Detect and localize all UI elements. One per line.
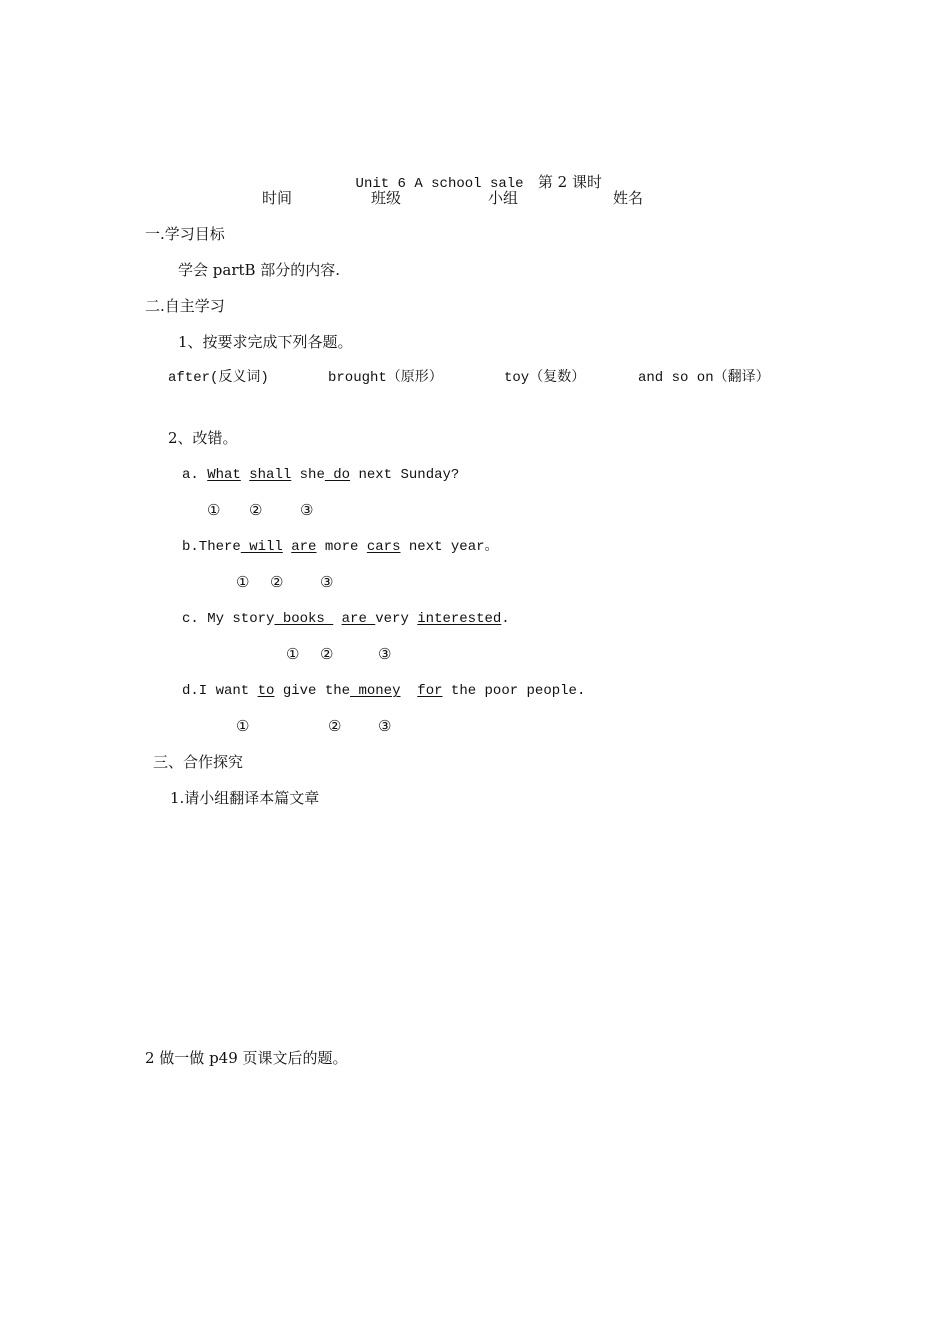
task2-label: 2、改错。	[168, 429, 238, 447]
sentence-text	[283, 539, 291, 555]
sentence-c-mark-3: ③	[378, 645, 392, 663]
sentence-text: next Sunday?	[350, 467, 460, 483]
sentence-text: more	[316, 539, 367, 555]
sentence-d-mark-1: ①	[236, 717, 250, 735]
field-group-label: 小组	[488, 189, 519, 207]
sentence-text: a.	[182, 467, 208, 483]
title-lesson: 第 2 课时	[537, 173, 602, 191]
error-part-3: cars	[366, 539, 401, 555]
sentence-text: b.There	[182, 539, 241, 555]
task1-item-brought: brought（原形）	[328, 370, 443, 386]
error-part-3: do	[324, 467, 351, 483]
error-part-1: will	[240, 539, 283, 555]
sentence-b-mark-2: ②	[270, 573, 284, 591]
section3-task1: 1.请小组翻译本篇文章	[170, 789, 320, 807]
sentence-text: d.I want	[182, 683, 258, 699]
sentence-a	[182, 465, 459, 485]
error-part-2: are	[341, 611, 376, 627]
sentence-text	[400, 683, 417, 699]
error-part-3: interested	[417, 611, 502, 627]
sentence-text	[241, 467, 249, 483]
sentence-a-mark-2: ②	[249, 501, 263, 519]
sentence-text	[333, 611, 341, 627]
sentence-b	[182, 537, 499, 557]
error-part-2: shall	[249, 467, 292, 483]
error-part-3: for	[417, 683, 443, 699]
task1-item-after: after(反义词)	[168, 370, 269, 386]
sentence-text: she	[291, 467, 325, 483]
error-part-2: are	[291, 539, 317, 555]
error-part-1: to	[257, 683, 275, 699]
error-part-1: books	[274, 611, 334, 627]
sentence-c-mark-2: ②	[320, 645, 334, 663]
task1-item-and-so-on: and so on（翻译）	[638, 370, 770, 386]
section3-task2: 2 做一做 p49 页课文后的题。	[145, 1049, 348, 1067]
sentence-text: very	[375, 611, 418, 627]
section2-heading: 二.自主学习	[145, 297, 225, 315]
sentence-d-mark-2: ②	[328, 717, 342, 735]
field-time-label: 时间	[262, 189, 293, 207]
field-class-label: 班级	[371, 189, 402, 207]
section1-content: 学会 partB 部分的内容.	[178, 261, 341, 279]
sentence-d	[182, 681, 585, 701]
task1-label: 1、按要求完成下列各题。	[178, 333, 353, 351]
sentence-text: the poor people.	[442, 683, 586, 699]
sentence-a-mark-1: ①	[207, 501, 221, 519]
section1-heading: 一.学习目标	[145, 225, 225, 243]
field-name-label: 姓名	[613, 189, 644, 207]
sentence-c	[182, 609, 510, 629]
sentence-b-mark-3: ③	[320, 573, 334, 591]
title-unit: Unit 6 A school sale	[355, 176, 524, 192]
error-part-2: money	[350, 683, 401, 699]
sentence-text: next year。	[400, 539, 499, 555]
error-part-1: What	[207, 467, 241, 483]
task1-item-toy: toy（复数）	[504, 370, 586, 386]
sentence-a-mark-3: ③	[300, 501, 314, 519]
sentence-d-mark-3: ③	[378, 717, 392, 735]
sentence-b-mark-1: ①	[236, 573, 250, 591]
sentence-text: c. My story	[182, 611, 275, 627]
section3-heading: 三、合作探究	[153, 753, 244, 771]
sentence-c-mark-1: ①	[286, 645, 300, 663]
sentence-text: .	[501, 611, 510, 627]
sentence-text: give the	[274, 683, 351, 699]
